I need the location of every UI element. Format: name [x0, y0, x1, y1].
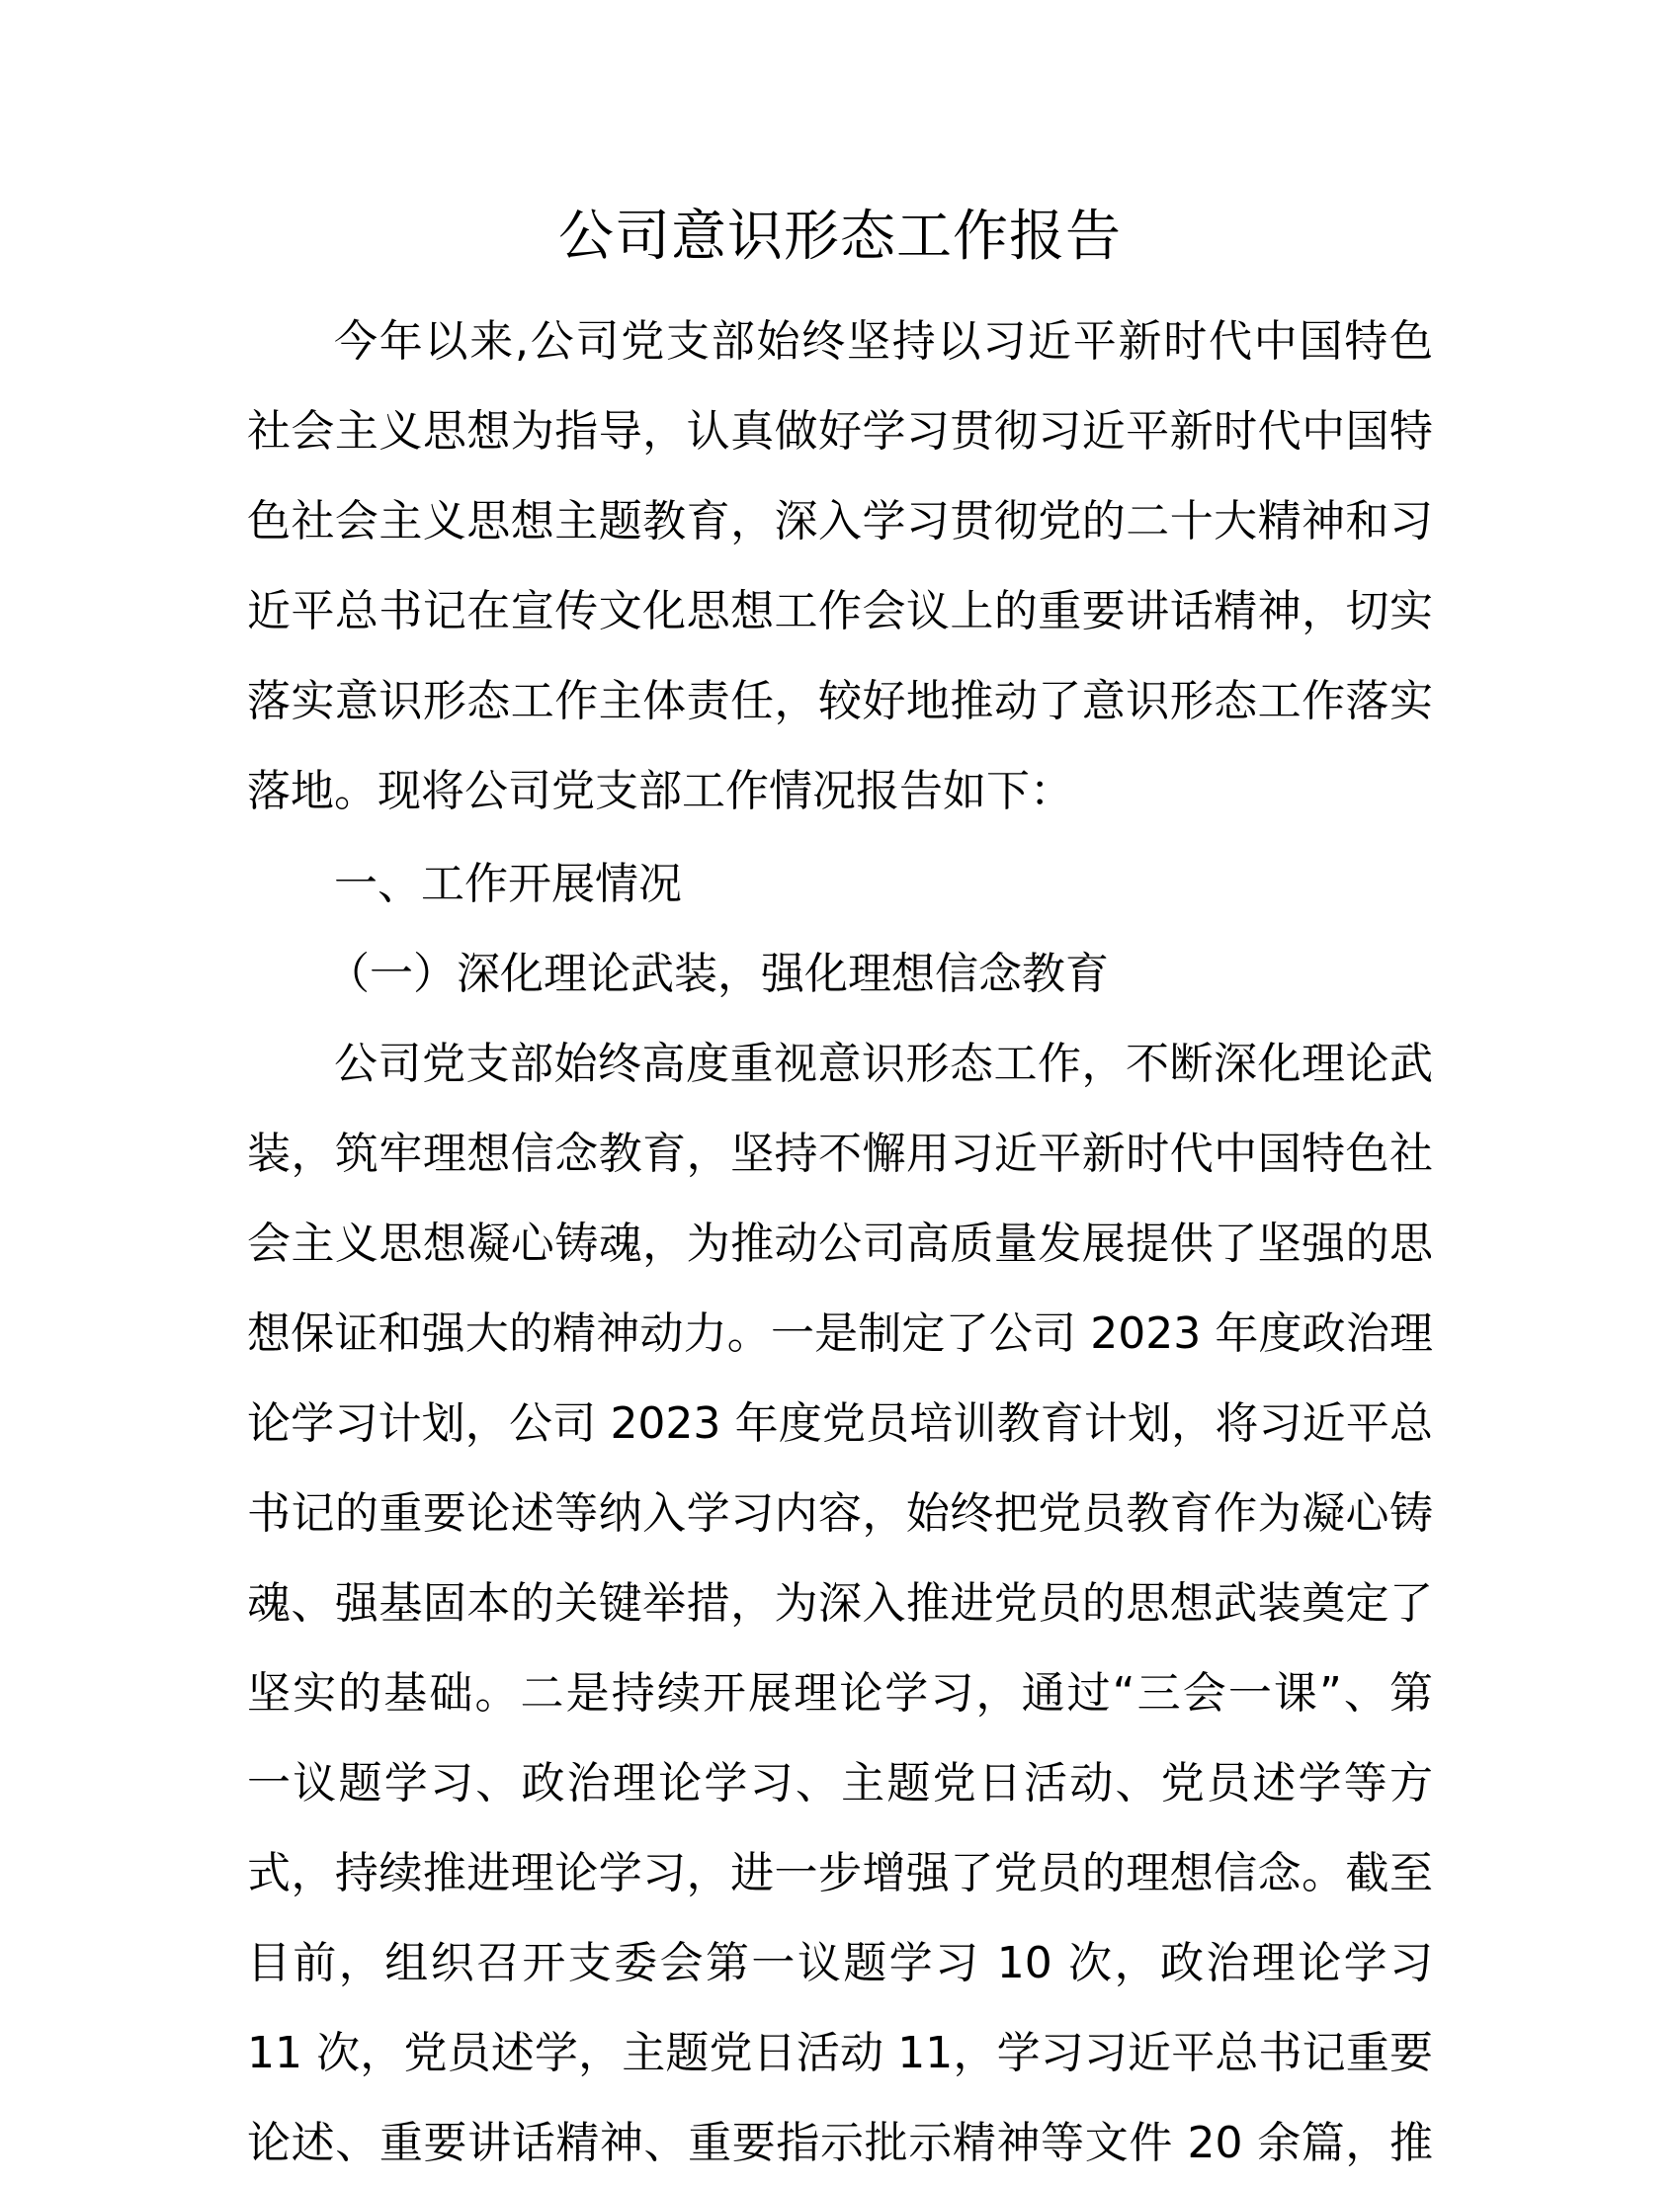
- paragraph-line: 坚实的基础。二是持续开展理论学习，通过“三会一课”、第: [247, 1668, 1433, 1719]
- paragraph-line: 式，持续推进理论学习，进一步增强了党员的理想信念。截至: [247, 1848, 1433, 1898]
- paragraph-line: 社会主义思想为指导，认真做好学习贯彻习近平新时代中国特: [247, 406, 1433, 457]
- subsection-heading: （一）深化理论武装，强化理想信念教育: [326, 949, 1109, 999]
- paragraph-line: 书记的重要论述等纳入学习内容，始终把党员教育作为凝心铸: [247, 1488, 1433, 1539]
- paragraph-line: 11 次，党员述学，主题党日活动 11，学习习近平总书记重要: [247, 2028, 1433, 2078]
- paragraph-line: 落地。现将公司党支部工作情况报告如下：: [247, 766, 1073, 816]
- paragraph-line: 近平总书记在宣传文化思想工作会议上的重要讲话精神，切实: [247, 586, 1433, 636]
- paragraph-line: 会主义思想凝心铸魂，为推动公司高质量发展提供了坚强的思: [247, 1219, 1433, 1269]
- document-title: 公司意识形态工作报告: [558, 205, 1122, 269]
- paragraph-line: 想保证和强大的精神动力。一是制定了公司 2023 年度政治理: [247, 1308, 1433, 1359]
- document-body: [247, 296, 1433, 2188]
- paragraph-line: 公司党支部始终高度重视意识形态工作，不断深化理论武: [334, 1039, 1433, 1089]
- paragraph-line: 今年以来,公司党支部始终坚持以习近平新时代中国特色: [334, 316, 1433, 367]
- paragraph-line: 魂、强基固本的关键举措，为深入推进党员的思想武装奠定了: [247, 1578, 1433, 1629]
- paragraph-line: 色社会主义思想主题教育，深入学习贯彻党的二十大精神和习: [247, 496, 1433, 547]
- paragraph-line: 装，筑牢理想信念教育，坚持不懈用习近平新时代中国特色社: [247, 1129, 1433, 1179]
- section-heading: 一、工作开展情况: [334, 859, 682, 909]
- paragraph-line: 目前，组织召开支委会第一议题学习 10 次，政治理论学习: [247, 1938, 1433, 1988]
- paragraph-line: 论述、重要讲话精神、重要指示批示精神等文件 20 余篇，推: [247, 2118, 1433, 2168]
- paragraph-line: 一议题学习、政治理论学习、主题党日活动、党员述学等方: [247, 1758, 1433, 1809]
- paragraph-line: 论学习计划，公司 2023 年度党员培训教育计划，将习近平总: [247, 1398, 1433, 1449]
- paragraph-line: 落实意识形态工作主体责任，较好地推动了意识形态工作落实: [247, 676, 1433, 726]
